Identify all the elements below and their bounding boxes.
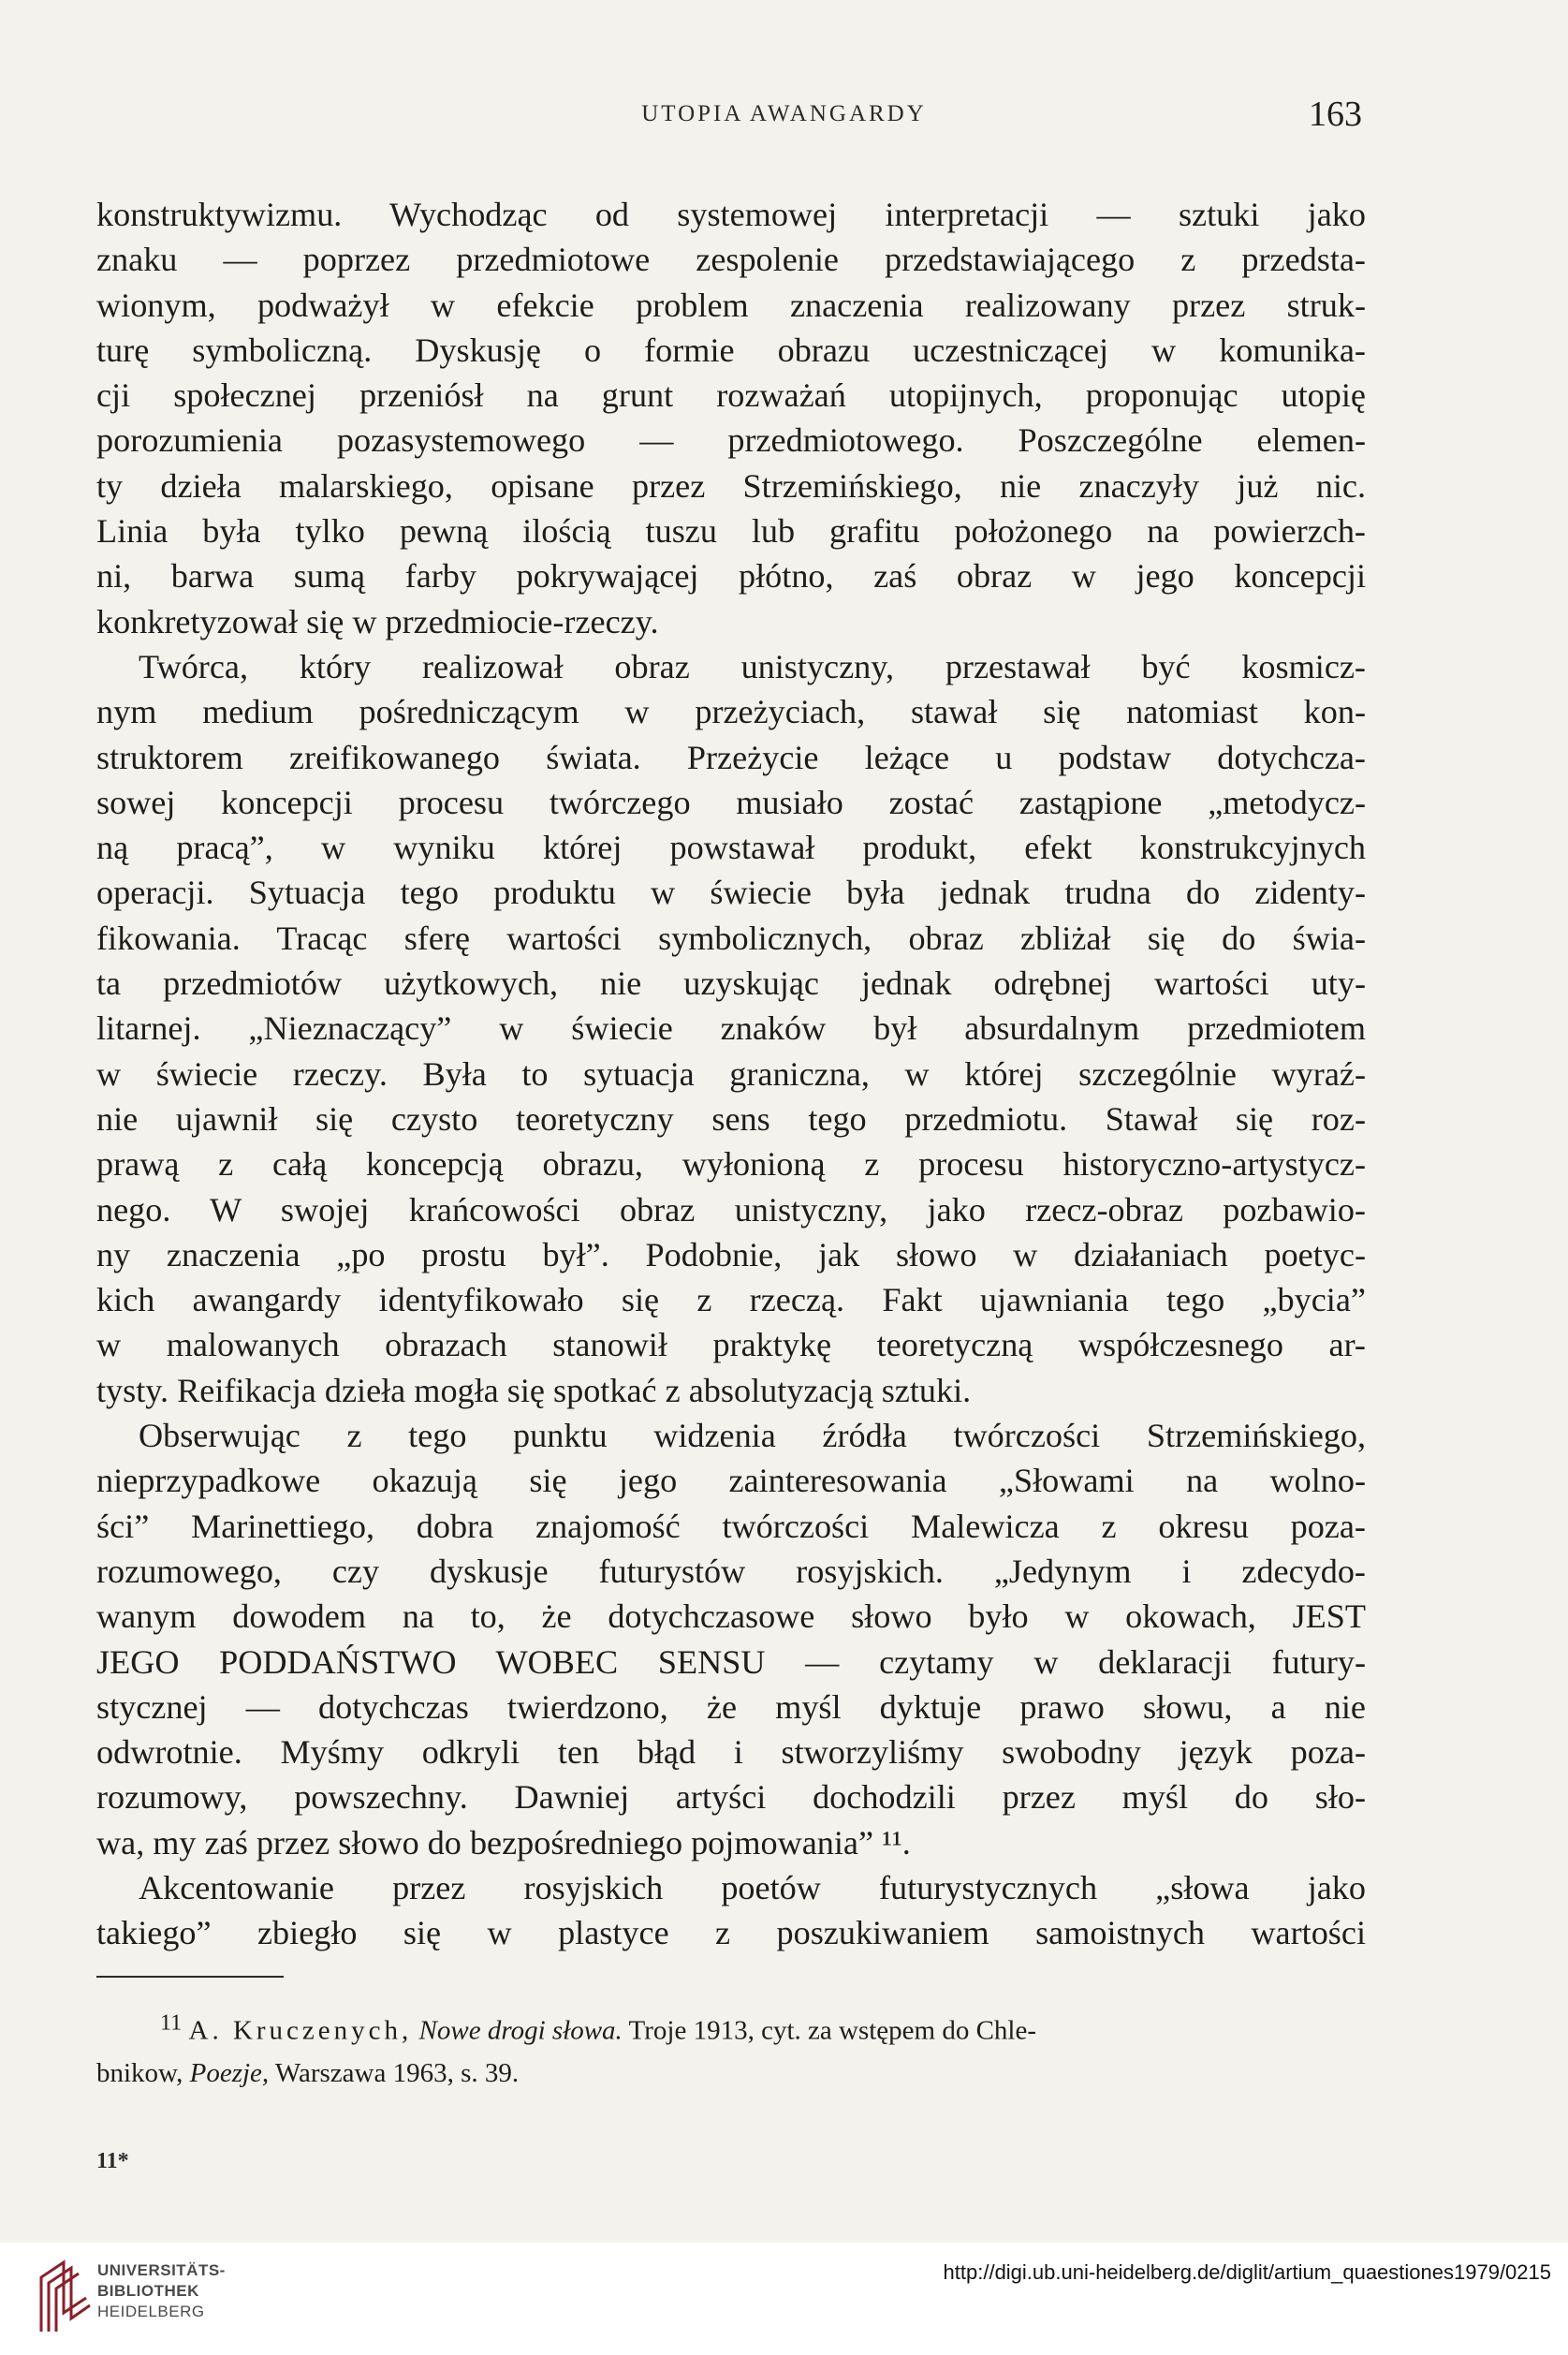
text-line: wa, my zaś przez słowo do bezpośredniego pojmowania” ¹¹. (96, 1823, 911, 1862)
text-line: rozumowego, czy dyskusje futurystów rosyjskich. „Jedynym i zdecydo- (96, 1552, 1366, 1590)
text-line: nieprzypadkowe okazują się jego zainteresowania „Słowami na wolno- (96, 1462, 1366, 1500)
source-url[interactable]: http://digi.ub.uni-heidelberg.de/diglit/artium_quaestiones1979/0215 (943, 2260, 1551, 2284)
text-line: kich awangardy identyfikowało się z rzeczą. Fakt ujawniania tego „bycia” (96, 1281, 1366, 1319)
text-line: nego. W swojej krańcowości obraz unistyczny, jako rzecz-obraz pozbawio- (96, 1190, 1366, 1229)
footnote-title: Nowe drogi słowa. (418, 2015, 623, 2046)
footnote-number: 11 (160, 2009, 183, 2035)
footnote-text: bnikow, (96, 2057, 183, 2088)
text-line: ty dzieła malarskiego, opisane przez Strzemińskiego, nie znaczyły już nic. (96, 466, 1366, 505)
ub-heidelberg-logo-icon (36, 2257, 95, 2335)
text-line: Obserwując z tego punktu widzenia źródła twórczości Strzemińskiego, (139, 1417, 1366, 1455)
text-line: ści” Marinettiego, dobra znajomość twórczości Malewicza z okresu poza- (96, 1507, 1366, 1545)
text-line: w malowanych obrazach stanowił praktykę teoretyczną współczesnego ar- (96, 1326, 1366, 1364)
library-name: UNIVERSITÄTS- BIBLIOTHEK HEIDELBERG (97, 2261, 226, 2320)
text-line: porozumienia pozasystemowego — przedmiotowego. Poszczególne elemen- (96, 421, 1366, 460)
text-line: nym medium pośredniczącym w przeżyciach, stawał się natomiast kon- (96, 693, 1366, 731)
text-line: litarnej. „Nieznaczący” w świecie znaków był absurdalnym przedmiotem (96, 1009, 1366, 1048)
text-line: struktorem zreifikowanego świata. Przeżycie leżące u podstaw dotychcza- (96, 738, 1366, 776)
page-number: 163 (1309, 95, 1362, 134)
running-head: UTOPIA AWANGARDY (641, 101, 927, 126)
text-line: ny znaczenia „po prostu był”. Podobnie, jak słowo w działaniach poetyc- (96, 1235, 1366, 1273)
text-line: sowej koncepcji procesu twórczego musiało zostać zastąpione „metodycz- (96, 783, 1366, 821)
text-line: odwrotnie. Myśmy odkryli ten błąd i stworzyliśmy swobodny język poza- (96, 1733, 1366, 1772)
text-line: ni, barwa sumą farby pokrywającej płótno, zaś obraz w jego koncepcji (96, 557, 1366, 596)
text-line: Twórca, który realizował obraz unistyczny, przestawał być kosmicz- (139, 647, 1366, 685)
text-line: w świecie rzeczy. Była to sytuacja graniczna, w której szczególnie wyraź- (96, 1054, 1366, 1093)
text-line: konkretyzował się w przedmiocie-rzeczy. (96, 602, 659, 640)
footnote-text: Warszawa 1963, s. 39. (274, 2057, 520, 2088)
footnote-author: A. Kruczenych, (188, 2015, 413, 2046)
text-line: fikowania. Tracąc sferę wartości symbolicznych, obraz zbliżał się do świa- (96, 919, 1366, 957)
footnote (96, 2001, 1366, 2095)
text-line: takiego” zbiegło się w plastyce z poszukiwaniem samoistnych wartości (96, 1914, 1366, 1952)
text-line: stycznej — dotychczas twierdzono, że myśl dyktuje prawo słowu, a nie (96, 1687, 1366, 1726)
footer-bar (0, 2243, 1568, 2355)
text-line: nie ujawnił się czysto teoretyczny sens tego przedmiotu. Stawał się roz- (96, 1099, 1366, 1138)
text-line: znaku — poprzez przedmiotowe zespolenie przedstawiającego z przedsta- (96, 241, 1366, 279)
text-line: Linia była tylko pewną ilością tuszu lub grafitu położonego na powierzch- (96, 512, 1366, 551)
text-line: wanym dowodem na to, że dotychczasowe słowo było w okowach, JEST (96, 1597, 1366, 1636)
footnote-text: Troje 1913, cyt. za wstępem do Chle- (628, 2015, 1037, 2046)
printer-signature: 11* (96, 2149, 129, 2173)
text-line: ną pracą”, w wyniku której powstawał produkt, efekt konstrukcyjnych (96, 829, 1366, 867)
text-line: konstruktywizmu. Wychodząc od systemowej interpretacji — sztuki jako (96, 196, 1366, 233)
text-line: rozumowy, powszechny. Dawniej artyści dochodzili przez myśl do sło- (96, 1778, 1366, 1817)
text-line: prawą z całą koncepcją obrazu, wyłonioną z procesu historyczno-artystycz- (96, 1145, 1366, 1184)
body-text (96, 192, 1366, 1956)
text-line: JEGO PODDAŃSTWO WOBEC SENSU — czytamy w deklaracji futury- (96, 1642, 1366, 1681)
text-line: turę symboliczną. Dyskusję o formie obrazu uczestniczącej w komunika- (96, 331, 1366, 369)
footnote-title: Poezje, (189, 2057, 270, 2088)
text-line: tysty. Reifikacja dzieła mogła się spotkać z absolutyzacją sztuki. (96, 1371, 972, 1409)
text-line: operacji. Sytuacja tego produktu w świecie była jednak trudna do zidenty- (96, 874, 1366, 912)
text-line: cji społecznej przeniósł na grunt rozważań utopijnych, proponując utopię (96, 376, 1366, 415)
text-line: wionym, podważył w efekcie problem znaczenia realizowany przez struk- (96, 286, 1366, 324)
footnote-rule (96, 1976, 284, 1978)
text-line: ta przedmiotów użytkowych, nie uzyskując jednak odrębnej wartości uty- (96, 964, 1366, 1003)
text-line: Akcentowanie przez rosyjskich poetów futurystycznych „słowa jako (139, 1868, 1366, 1906)
